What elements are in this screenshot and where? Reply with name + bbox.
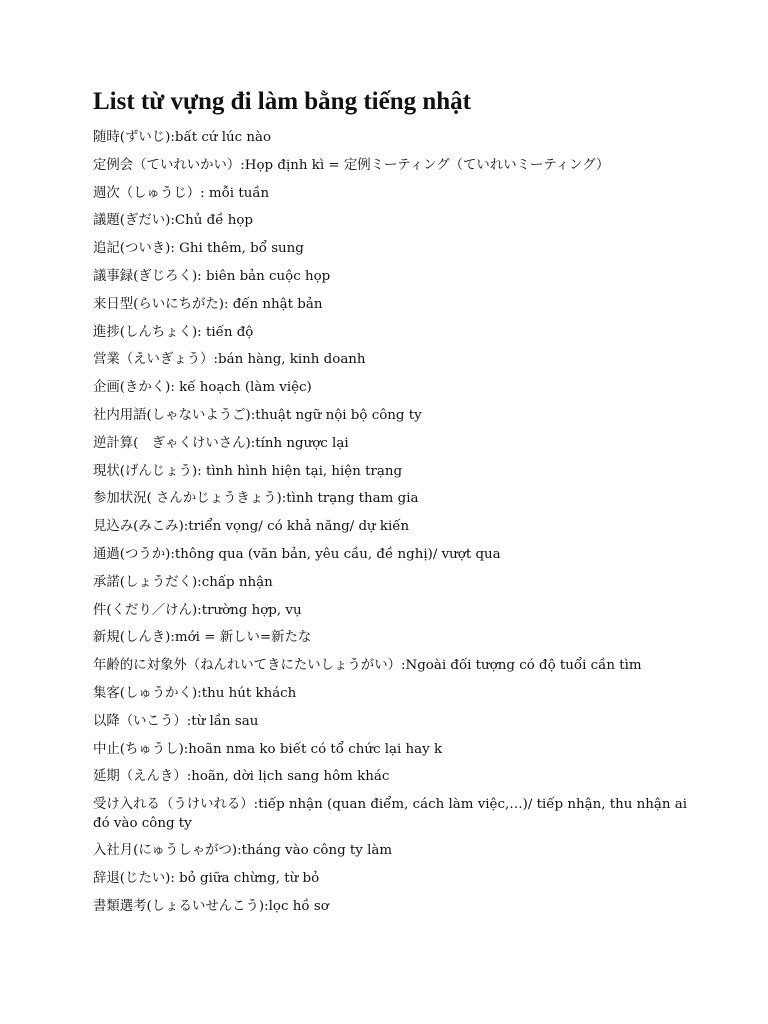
vocab-entry: 受け入れる（うけいれる）:tiếp nhận (quan điểm, cách làm việc,…)/ tiếp nhận, thu nhận ai đó vào công ty [93, 797, 687, 832]
vocab-entry: 参加状況( さんかじょうきょう):tình trạng tham gia [93, 491, 419, 507]
vocab-entry: 定例会（ていれいかい）:Họp định kì = 定例ミーティング（ていれいミーティング） [93, 157, 610, 173]
vocab-entry: 中止(ちゅうし):hoãn nma ko biết có tổ chức lại hay k [93, 741, 443, 757]
vocab-entry: 以降（いこう）:từ lần sau [93, 713, 259, 729]
vocab-entry: 辞退(じたい): bỏ giữa chừng, từ bỏ [93, 870, 320, 886]
vocab-entry: 新規(しんき):mới = 新しい=新たな [93, 630, 312, 646]
vocab-entry: 進捗(しんちょく): tiến độ [93, 324, 254, 340]
vocab-entry: 見込み(みこみ):triển vọng/ có khả năng/ dự kiến [93, 519, 410, 535]
vocab-entry: 営業（えいぎょう）:bán hàng, kinh doanh [93, 352, 366, 368]
vocab-entry: 入社月(にゅうしゃがつ):tháng vào công ty làm [93, 843, 393, 859]
vocab-entry: 現状(げんじょう): tình hình hiện tại, hiện trạng [93, 463, 403, 479]
vocab-entry: 年齢的に対象外（ねんれいてきにたいしょうがい）:Ngoài đối tượng có độ tuổi cần tìm [93, 658, 642, 674]
vocab-entry: 承諾(しょうだく):chấp nhận [93, 574, 273, 590]
vocab-entry: 随時(ずいじ):bất cứ lúc nào [93, 130, 272, 145]
document-title: List từ vựng đi làm bằng tiếng nhật [93, 88, 471, 115]
vocab-entry: 件(くだり／けん):trường hợp, vụ [93, 602, 302, 618]
vocab-entry: 週次（しゅうじ）: mỗi tuần [93, 185, 270, 201]
vocabulary-list [93, 124, 693, 921]
vocab-entry: 来日型(らいにちがた): đến nhật bản [93, 296, 323, 312]
vocab-entry: 通過(つうか):thông qua (văn bản, yêu cầu, đề nghị)/ vượt qua [93, 546, 501, 562]
vocab-entry: 集客(しゅうかく):thu hút khách [93, 685, 297, 701]
vocab-entry: 議事録(ぎじろく): biên bản cuộc họp [93, 268, 331, 284]
vocab-entry: 追記(ついき): Ghi thêm, bổ sung [93, 241, 304, 257]
vocab-entry: 企画(きかく): kế hoạch (làm việc) [93, 380, 312, 396]
vocab-entry: 社内用語(しゃないようご):thuật ngữ nội bộ công ty [93, 407, 422, 423]
vocab-entry: 延期（えんき）:hoãn, dời lịch sang hôm khác [93, 769, 390, 785]
vocab-entry: 逆計算( ぎゃくけいさん):tính ngược lại [93, 435, 349, 451]
vocab-entry: 書類選考(しょるいせんこう):lọc hồ sơ [93, 898, 329, 914]
vocab-entry: 議題(ぎだい):Chủ đề họp [93, 213, 253, 229]
